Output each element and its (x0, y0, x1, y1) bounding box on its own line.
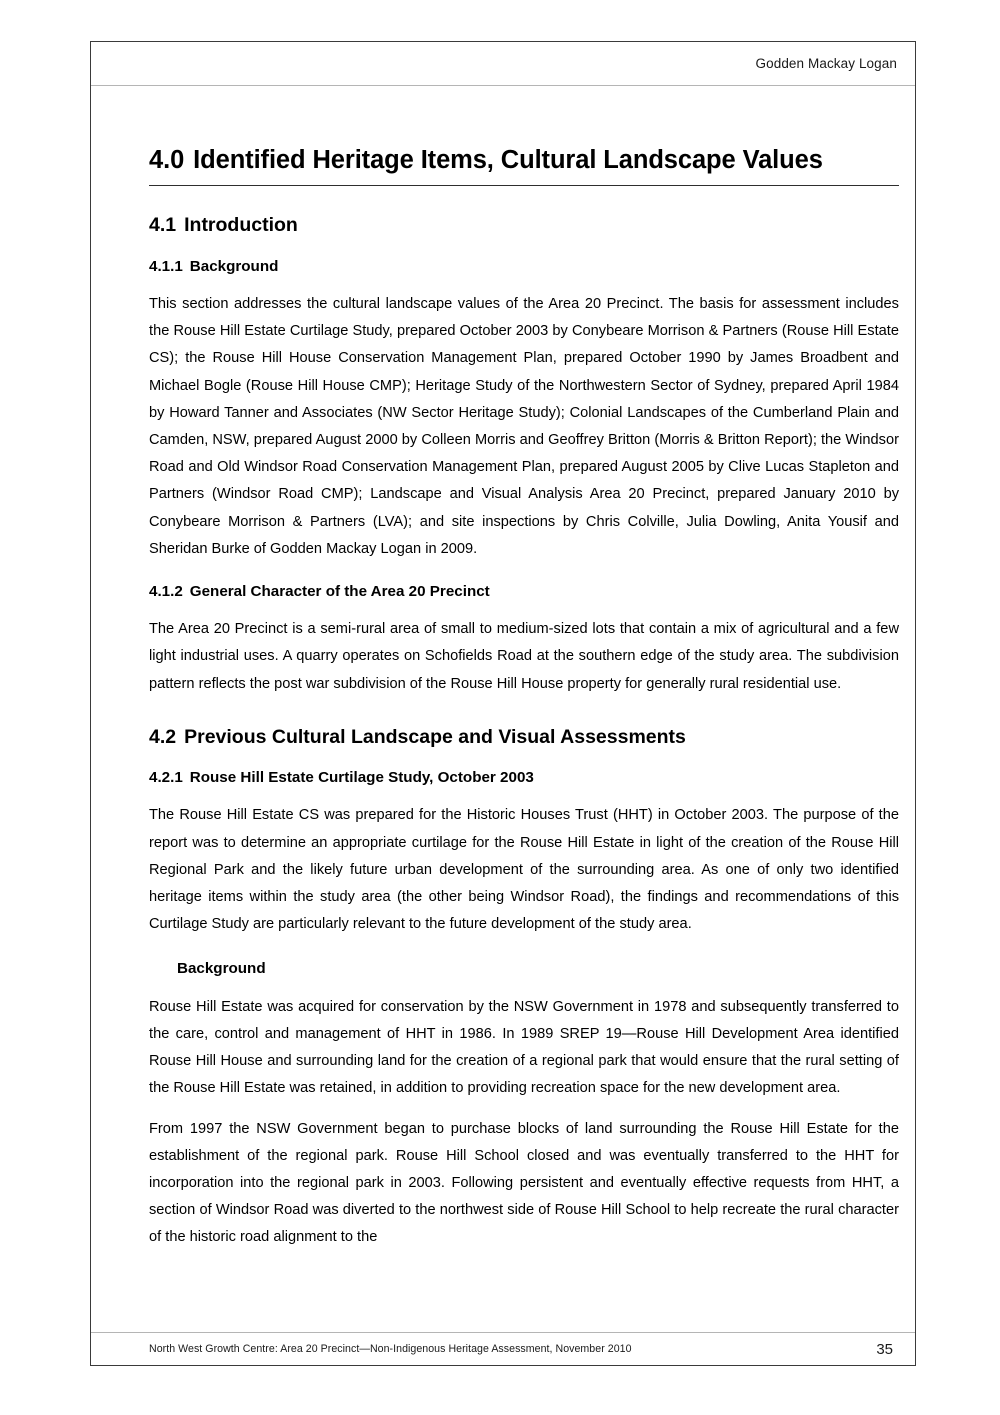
subsection-heading-4-1-1 (149, 258, 899, 276)
header-organisation-name: Godden Mackay Logan (755, 56, 897, 71)
section-heading-4-2 (149, 726, 899, 749)
subsection-heading-4-2-1 (149, 769, 899, 787)
paragraph-background-2: From 1997 the NSW Government began to purchase blocks of land surrounding the Rouse Hill Estate for the establishment of the regional park. Rouse Hill School closed and was eventually transferred to the HHT for incorporation into the regional park in 2003. Following persistent and eventually effective requests from HHT, a section of Windsor Road was diverted to the northwest side of Rouse Hill School to help recreate the rural character of the historic road alignment to the (149, 1120, 899, 1246)
section-number-4-1: 4.1 (149, 214, 177, 237)
page-running-footer (91, 1332, 915, 1365)
subsection-number-4-2-1: 4.2.1 (149, 769, 183, 787)
document-page (90, 41, 916, 1366)
paragraph-4-1-2-1: The Area 20 Precinct is a semi-rural area of small to medium-sized lots that contain a mix of agricultural and a few light industrial uses. A quarry operates on Schofields Road at the southern edge of the study area. The subdivision pattern reflects the post war subdivision of the Rouse Hill House property for generally rural residential use. (149, 621, 899, 692)
subsection-label-4-2-1: Rouse Hill Estate Curtilage Study, October 2003 (189, 769, 534, 787)
paragraph-background-1: Rouse Hill Estate was acquired for conservation by the NSW Government in 1978 and subsequently transferred to the care, control and management of HHT in 1986. In 1989 SREP 19—Rouse Hill Development Area identified Rouse Hill House and surrounding land for the creation of a regional park that would ensure that the rural setting of the Rouse Hill Estate was retained, in addition to providing recreation space for the new development area. (149, 998, 899, 1097)
section-label-4-2: Previous Cultural Landscape and Visual Assessments (184, 725, 686, 748)
subsection-label-4-1-2: General Character of the Area 20 Precinct (189, 582, 490, 600)
paragraph-4-2-1-1: The Rouse Hill Estate CS was prepared for the Historic Houses Trust (HHT) in October 2003. The purpose of the report was to determine an appropriate curtilage for the Rouse Hill Estate in light of the creation of the Rouse Hill Regional Park and the likely future urban development of the surrounding area. As one of only two identified heritage items within the study area (the other being Windsor Road), the findings and recommendations of this Curtilage Study are particularly relevant to the future development of the study area. (149, 807, 899, 933)
section-number-4-2: 4.2 (149, 725, 177, 748)
footer-page-number: 35 (876, 1340, 893, 1358)
paragraph-4-1-1-1: This section addresses the cultural landscape values of the Area 20 Precinct. The basis for assessment includes the Rouse Hill Estate Curtilage Study, prepared October 2003 by Conybeare Morrison & Partners (Rouse Hill Estate CS); the Rouse Hill House Conservation Management Plan, prepared October 1990 by James Broadbent and Michael Bogle (Rouse Hill House CMP); Heritage Study of the Northwestern Sector of Sydney, prepared April 1984 by Howard Tanner and Associates (NW Sector Heritage Study); Colonial Landscapes of the Cumberland Plain and Camden, NSW, prepared August 2000 by Colleen Morris and Geoffrey Britton (Morris & Britton Report); the Windsor Road and Old Windsor Road Conservation Management Plan, prepared August 2005 by Clive Lucas Stapleton and Partners (Windsor Road CMP); Landscape and Visual Analysis Area 20 Precinct, prepared January 2010 by Conybeare Morrison & Partners (LVA); and site inspections by Chris Colville, Julia Dowling, Anita Yousif and Sheridan Burke of Godden Mackay Logan in 2009. (149, 295, 899, 557)
page-title (149, 146, 899, 186)
footer-document-reference: North West Growth Centre: Area 20 Precinct—Non-Indigenous Heritage Assessment, November 2010 (149, 1343, 632, 1355)
subsection-label-4-1-1: Background (189, 257, 279, 275)
page-content (149, 102, 899, 1252)
section-heading-4-1 (149, 214, 899, 237)
subsection-number-4-1-2: 4.1.2 (149, 582, 183, 600)
page-running-header (91, 42, 915, 86)
subsection-number-4-1-1: 4.1.1 (149, 257, 183, 275)
minor-heading-background: Background (177, 960, 266, 978)
page-title-number: 4.0 (149, 146, 185, 174)
section-label-4-1: Introduction (184, 214, 298, 237)
subsection-heading-4-1-2 (149, 583, 899, 601)
page-title-text: Identified Heritage Items, Cultural Landscape Values (193, 146, 823, 174)
